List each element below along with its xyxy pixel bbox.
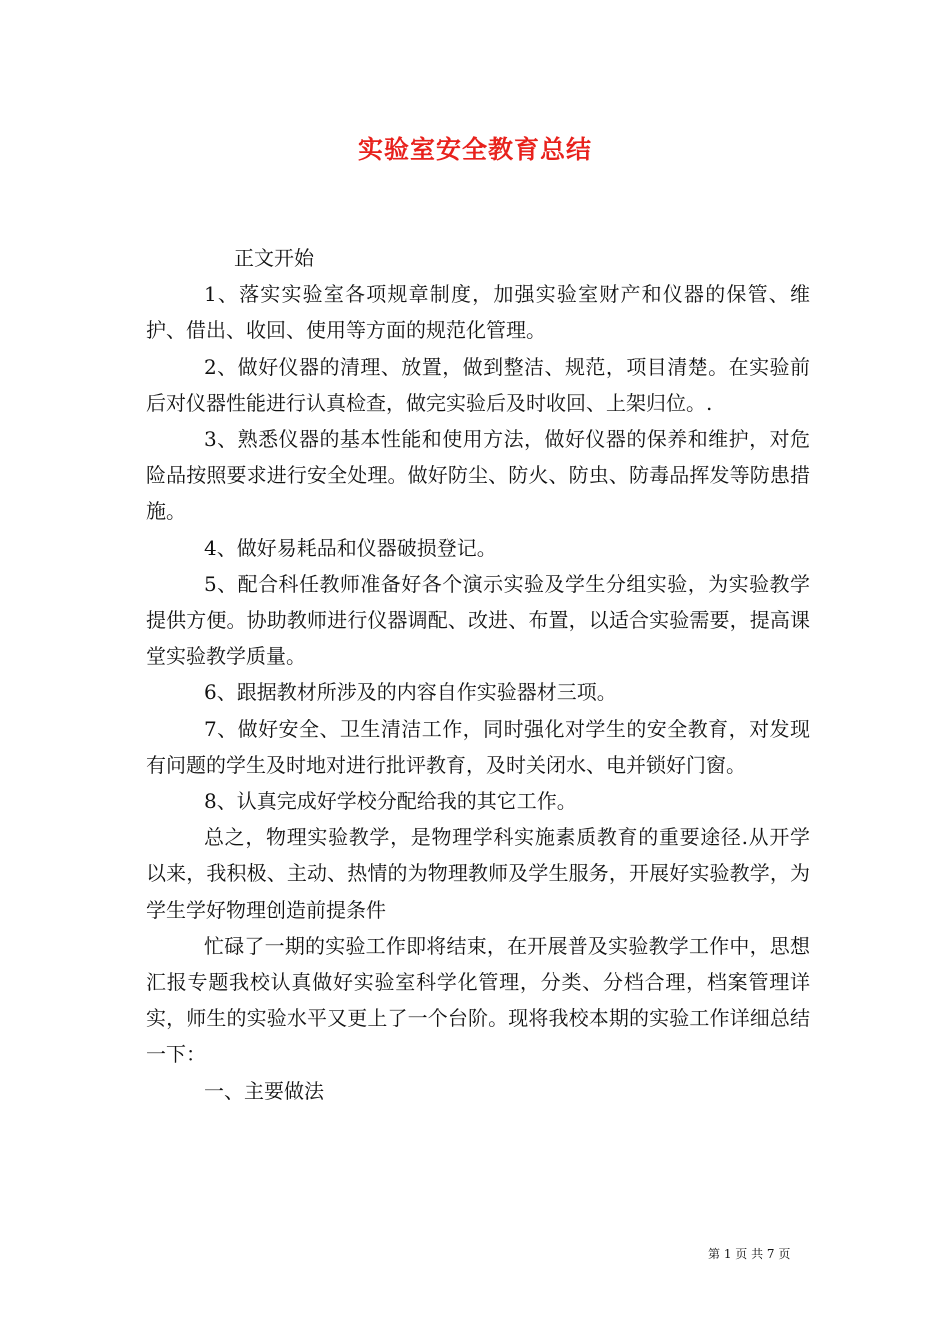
- paragraph-summary: 总之，物理实验教学，是物理学科实施素质教育的重要途径.从开学以来，我积极、主动、热情的为物理教师及学生服务，开展好实验教学，为学生学好物理创造前提条件: [146, 825, 810, 922]
- page-number-footer: 第 1 页 共 7 页: [708, 1247, 791, 1261]
- paragraph-7: 7、做好安全、卫生清洁工作，同时强化对学生的安全教育，对发现有问题的学生及时地对进行批评教育，及时关闭水、电并锁好门窗。: [146, 716, 810, 777]
- paragraph-6: 6、跟据教材所涉及的内容自作实验器材三项。: [204, 680, 617, 705]
- paragraph-1: 1、落实实验室各项规章制度，加强实验室财产和仪器的保管、维护、借出、收回、使用等方面的规范化管理。: [146, 282, 810, 343]
- paragraph-5: 5、配合科任教师准备好各个演示实验及学生分组实验，为实验教学提供方便。协助教师进行仪器调配、改进、布置，以适合实验需要，提高课堂实验教学质量。: [146, 571, 810, 669]
- paragraph-2: 2、做好仪器的清理、放置，做到整洁、规范，项目清楚。在实验前后对仪器性能进行认真检查，做完实验后及时收回、上架归位。.: [146, 354, 810, 415]
- section-heading: 一、主要做法: [204, 1078, 324, 1103]
- paragraph-overview: 忙碌了一期的实验工作即将结束，在开展普及实验教学工作中，思想汇报专题我校认真做好实验室科学化管理，分类、分档合理，档案管理详实，师生的实验水平又更上了一个台阶。现将我校本期的实验工作详细总结一下：: [146, 933, 810, 1067]
- paragraph-8: 8、认真完成好学校分配给我的其它工作。: [204, 789, 577, 814]
- document-body: [146, 240, 810, 1109]
- paragraph-intro: 正文开始: [234, 246, 314, 270]
- paragraph-3: 3、熟悉仪器的基本性能和使用方法，做好仪器的保养和维护，对危险品按照要求进行安全处理。做好防尘、防火、防虫、防毒品挥发等防患措施。: [146, 427, 810, 524]
- document-title: 实验室安全教育总结: [357, 135, 592, 164]
- paragraph-4: 4、做好易耗品和仪器破损登记。: [204, 535, 497, 560]
